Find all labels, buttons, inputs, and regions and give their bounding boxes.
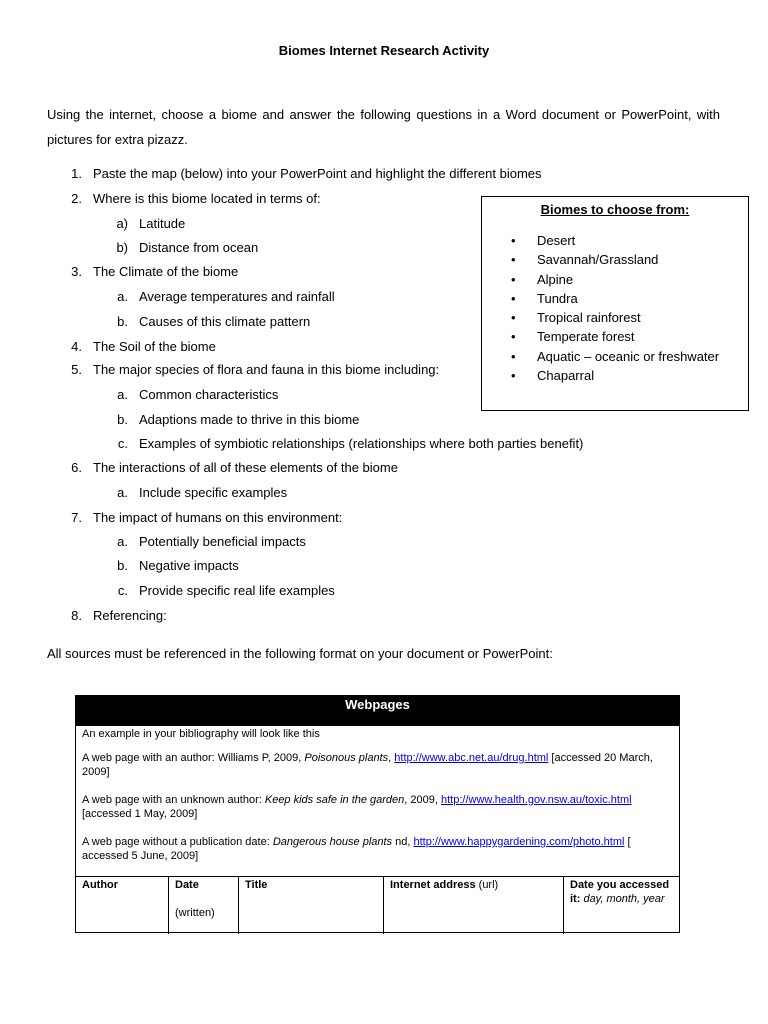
bullet-icon: • (511, 233, 516, 248)
sub-text: Causes of this climate pattern (139, 314, 311, 329)
sub-label: a) (116, 216, 128, 231)
item-number: 1. (71, 166, 82, 181)
biome-name: Temperate forest (537, 329, 635, 345)
example-text: , (388, 752, 395, 764)
column-label: Author (82, 879, 119, 891)
item-text: Paste the map (below) into your PowerPoint and highlight the different biomes (93, 166, 542, 181)
column-note: (written) (175, 907, 215, 919)
biome-name: Aquatic – oceanic or freshwater (537, 348, 720, 364)
example-title: Poisonous plants (304, 752, 389, 764)
item-text: The interactions of all of these elements of the biome (93, 460, 398, 475)
sub-text: Include specific examples (139, 485, 288, 500)
item-text: The Climate of the biome (93, 264, 239, 279)
bullet-icon: • (511, 329, 516, 345)
item-number: 7. (71, 510, 82, 525)
biomes-box-title: Biomes to choose from: (540, 202, 690, 217)
sub-label: c. (117, 583, 128, 598)
table-header (76, 696, 679, 726)
column-date (169, 877, 239, 934)
sub-text: Potentially beneficial impacts (139, 534, 306, 549)
example-link[interactable]: http://www.happygardening.com/photo.html (413, 836, 625, 848)
example-text: A web page with an author: Williams P, 2009, (82, 752, 305, 764)
example-link[interactable]: http://www.abc.net.au/drug.html (394, 752, 549, 764)
biome-name: Tundra (537, 290, 578, 306)
bullet-icon: • (511, 271, 516, 287)
bullet-icon: • (511, 290, 516, 306)
biome-name: Desert (537, 233, 576, 248)
sub-text: Latitude (139, 216, 186, 231)
bullet-icon: • (511, 252, 516, 268)
reference-instruction: All sources must be referenced in the following format on your document or PowerPoint: (47, 646, 553, 661)
column-label: Internet address (390, 879, 476, 891)
sub-text: Common characteristics (139, 387, 279, 402)
item-number: 8. (71, 608, 82, 623)
sub-label: b. (117, 558, 128, 573)
example-text: nd, (392, 836, 414, 848)
sub-label: b. (117, 314, 128, 329)
sub-label: a. (117, 485, 128, 500)
item-number: 4. (71, 339, 82, 354)
sub-text: Distance from ocean (139, 240, 259, 255)
column-internet-address (384, 877, 564, 934)
biome-name: Chaparral (537, 368, 595, 384)
biome-name: Tropical rainforest (537, 310, 641, 326)
sub-label: b) (116, 240, 128, 255)
example-author (82, 751, 674, 779)
example-unknown-author (82, 793, 674, 821)
sub-text: Average temperatures and rainfall (139, 289, 335, 304)
item-text: The Soil of the biome (93, 339, 216, 354)
sub-label: a. (117, 289, 128, 304)
item-number: 2. (71, 191, 82, 206)
item-number: 5. (71, 362, 82, 377)
sub-label: b. (117, 412, 128, 427)
bullet-icon: • (511, 368, 516, 384)
biomes-box (481, 196, 749, 411)
item-text: Where is this biome located in terms of: (93, 191, 321, 206)
example-intro: An example in your bibliography will look like this (82, 728, 320, 740)
biome-name: Alpine (537, 271, 574, 287)
column-label: Date you accessed it: (570, 879, 670, 905)
example-no-date (82, 835, 674, 863)
item-text: The major species of flora and fauna in this biome including: (93, 362, 440, 377)
reference-table (75, 695, 680, 933)
column-title (239, 877, 384, 934)
example-text: [accessed 20 March, 2009] (82, 752, 653, 778)
column-author (76, 877, 169, 934)
sub-text: Adaptions made to thrive in this biome (139, 412, 360, 427)
sub-text: Provide specific real life examples (139, 583, 335, 598)
example-link[interactable]: http://www.health.gov.nsw.au/toxic.html (441, 794, 632, 806)
column-label: Date (175, 879, 199, 891)
example-text: A web page without a publication date: (82, 836, 273, 848)
sub-text: Examples of symbiotic relationships (relationships where both parties benefit) (139, 436, 584, 451)
biome-name: Savannah/Grassland (537, 252, 659, 268)
item-text: The impact of humans on this environment: (93, 510, 343, 525)
example-text: [accessed 1 May, 2009] (82, 808, 198, 820)
column-date-accessed (564, 877, 679, 934)
sub-label: a. (117, 387, 128, 402)
bullet-icon: • (511, 348, 516, 364)
example-text: A web page with an unknown author: (82, 794, 265, 806)
sub-label: a. (117, 534, 128, 549)
page-title: Biomes Internet Research Activity (278, 43, 490, 58)
sub-label: c. (117, 436, 128, 451)
table-header-title: Webpages (345, 697, 410, 712)
bullet-icon: • (511, 310, 516, 326)
intro-paragraph: Using the internet, choose a biome and answer the following questions in a Word document or PowerPoint, with pictures for extra pizazz. (47, 107, 720, 147)
column-note: (url) (475, 879, 499, 891)
column-note: day, month, year (580, 893, 665, 905)
example-text: , 2009, (404, 794, 441, 806)
example-text: [ accessed 5 June, 2009] (82, 836, 631, 862)
sub-text: Negative impacts (139, 558, 239, 573)
item-text: Referencing: (93, 608, 167, 623)
item-number: 6. (71, 460, 82, 475)
example-title: Dangerous house plants (272, 836, 393, 848)
column-label: Title (245, 879, 268, 891)
example-title: Keep kids safe in the garden (264, 794, 405, 806)
item-number: 3. (71, 264, 82, 279)
table-columns (76, 876, 679, 934)
